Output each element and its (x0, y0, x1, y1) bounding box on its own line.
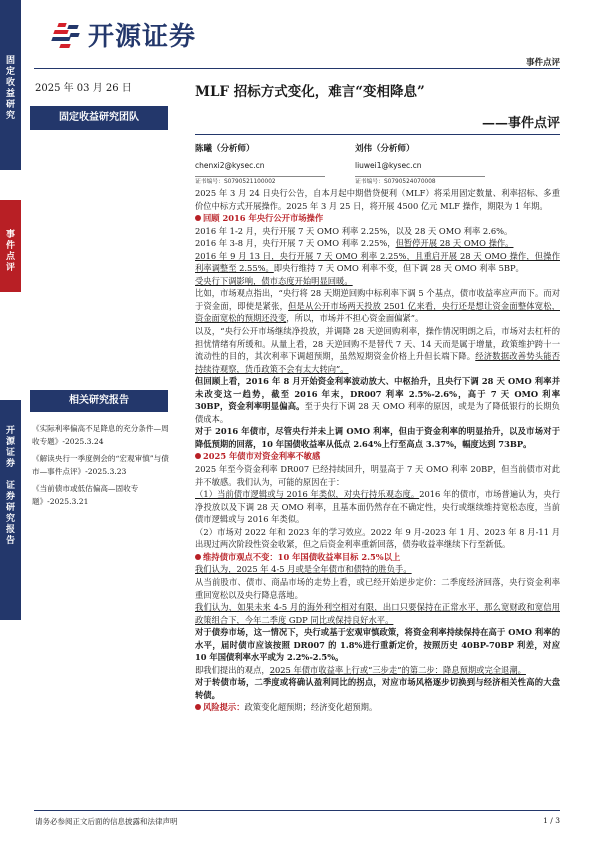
bullet-icon (195, 453, 201, 459)
paragraph: 对于 2016 年债市，尽管央行并未上调 OMO 利率，但由于资金利率的明显抬升，以及市场对于降低预期的回落，10 年国债收益率从低点 2.64%上行至高点 3.37%，幅度达到 73BP。 (195, 426, 560, 449)
vertical-sidebar (0, 0, 21, 842)
sidebar-char: 评 (5, 263, 15, 273)
header-divider (34, 68, 560, 69)
sidebar-char: 证 (5, 481, 15, 491)
sidebar-section-kysec-research (0, 400, 21, 620)
sidebar-char: 告 (5, 536, 15, 546)
sidebar-char: 定 (5, 67, 15, 77)
bullet-icon (195, 554, 201, 560)
sidebar-char: 研 (5, 100, 15, 110)
paragraph: 对于债券市场，这一情况下，央行或基于宏观审慎政策，将资金利率持续保持在高于 OMO 利率的水平，届时债市应该按照 DR007 的 1.8%进行重新定价，按照历史 40BP-70BP 利差，对应 10 年国债利率水平或为 2.2%-2.5%。 (195, 627, 560, 663)
author-name: 陈曦（分析师） (195, 144, 255, 154)
sidebar-char (0, 470, 21, 481)
paragraph: （2）市场对 2022 年和 2023 年的学习效应。2022 年 9 月-2023 年 1 月、2023 年 8 月-11 月出现过两次阶段性资金收紧，但之后资金利率重新回落，债券收益率继续下行至新低。 (195, 526, 560, 550)
paragraph: 即我们提出的观点，2025 年债市收益率上行或“三步走”的第二步：降息预期或完全退潮。 (195, 664, 526, 675)
title-divider (195, 134, 560, 135)
report-type-label: 事件点评 (525, 58, 560, 68)
paragraph: 2016 年 3-8 月，央行开展 7 天 OMO 利率 2.25%，但暂停开展 28 天 OMO 操作。 (195, 238, 514, 249)
sidebar-char: 证 (5, 448, 15, 458)
author-name: 刘伟（分析师） (355, 144, 415, 154)
related-report-item[interactable]: 《解读央行一季度例会的“宏观审慎”与债市—事件点评》-2025.3.23 (32, 454, 169, 476)
bullet-icon (195, 704, 201, 710)
author-email[interactable]: liuwei1@kysec.cn (355, 161, 422, 170)
sidebar-char: 券 (5, 492, 15, 502)
author-card (355, 143, 485, 187)
related-reports-banner: 相关研究报告 (30, 390, 168, 412)
report-date: 2025 年 03 月 26 日 (35, 83, 132, 94)
paragraph: （1）当前债市逻辑或与 2016 年类似，对央行持乐观态度。2016 年的债市，市场普遍认为，央行净投放以及下调 28 天 OMO 利率，且基本面仍然存在不确定性，央行或继续维持宽松态度，当前债市逻辑或与 2016 年类似。 (195, 489, 560, 525)
paragraph: 我们认为，2025 年 4-5 月或是全年债市和债特的胜负手。 (195, 564, 412, 575)
page-number: 1 / 3 (543, 816, 560, 825)
author-cert: 证书编号：S0790524070008 (355, 176, 485, 187)
footer-divider (34, 810, 560, 811)
sidebar-char: 究 (5, 111, 15, 121)
related-report-item[interactable]: 《实际利率偏高不足降息的充分条件—周收专题》-2025.3.24 (32, 424, 169, 446)
paragraph: 2025 年至今资金利率 DR007 已经持续回升，明显高于 7 天 OMO 利率 20BP，但当前债市对此并不敏感。我们认为，可能的原因在于： (195, 464, 560, 487)
paragraph: 对于转债市场，二季度或将确认盈利同比的拐点，对应市场风格逐步切换到与经济相关性高的大盘转债。 (195, 677, 560, 700)
author-card (195, 143, 325, 187)
paragraph: 我们认为，如果未来 4-5 月的海外利空相对有限，出口只要保持在正常水平，那么宽财政和宽信用政策组合下，今年二季度 GDP 同比或保持良好水平。 (195, 602, 560, 625)
report-subtitle: ——事件点评 (481, 116, 560, 131)
research-team-banner: 固定收益研究团队 (30, 106, 168, 130)
sidebar-char: 报 (5, 525, 15, 535)
author-email[interactable]: chenxi2@kysec.cn (195, 161, 265, 170)
paragraph: 但回顾上看，2016 年 8 月开始资金利率波动放大、中枢抬升，且央行下调 28 天 OMO 利率并未改变这一趋势，截至 2016 年末，DR007 利率 2.5%-2.6%，高于 7 天 OMO 利率 30BP，资金利率明显偏高。至于央行下调 28 天 OMO 利率的原因，或是为了降低银行的长期负债成本。 (195, 376, 560, 424)
sidebar-char: 件 (5, 241, 15, 251)
sidebar-char: 研 (5, 503, 15, 513)
kysec-logo (52, 18, 196, 50)
paragraph: 2025 年 3 月 24 日央行公告，自本月起中期借贷便利（MLF）将采用固定数量、利率招标、多重价位中标方式开展操作。2025 年 3 月 25 日，将开展 4500 亿元 MLF 操作，期限为 1 年期。 (195, 188, 560, 211)
sidebar-char: 源 (5, 437, 15, 447)
paragraph: 2016 年 9 月 13 日，央行开展 7 天 OMO 利率 2.25%，且重启开展 28 天 OMO 操作，但操作利率调整至 2.55%。即央行维持 7 天 OMO 利率不变，但下调 28 天 OMO 利率 5BP。 (195, 250, 560, 274)
footer-disclaimer: 请务必参阅正文后面的信息披露和法律声明 (35, 817, 178, 826)
logo-text: 开源证券 (88, 21, 197, 52)
related-reports-list (32, 422, 172, 512)
section-heading: 回顾 2016 年央行公开市场操作 (195, 212, 560, 225)
logo-stripes-icon (52, 19, 82, 49)
section-heading: 2025 年债市对资金利率不敏感 (195, 450, 560, 463)
paragraph: 2016 年 1-2 月，央行开展 7 天 OMO 利率 2.25%，以及 28 天 OMO 利率 2.6%。 (195, 225, 513, 236)
risk-warning: 风险提示：政策变化超预期；经济变化超预期。 (195, 701, 560, 714)
sidebar-char: 事 (5, 230, 15, 240)
sidebar-char: 收 (5, 78, 15, 88)
sidebar-char: 开 (5, 426, 15, 436)
paragraph: 比如，市场观点指出，“央行将 28 天期逆回购中标利率下调 5 个基点，债市收益率应声而下。而对于资金面，即使是紧张，但是从公开市场两天投放 2501 亿来看，央行还是想让资金面整体宽松，资金面宽松的预期还没变，所以，市场并不担心资金面偏紧”。 (195, 288, 560, 324)
report-title: MLF 招标方式变化，难言“变相降息” (195, 84, 425, 100)
related-report-item[interactable]: 《当前债市或低估偏高—固收专题》-2025.3.21 (32, 484, 139, 506)
bullet-icon (195, 215, 201, 221)
paragraph: 受央行下调影响，债市态度开始明显回暖。 (195, 275, 353, 286)
sidebar-char: 究 (5, 514, 15, 524)
sidebar-section-event-review (0, 200, 21, 292)
paragraph: 从当前股市、债市、商品市场的走势上看，或已经开始逆步定价：二季度经济回落，央行资金利率重回宽松以及央行降息落地。 (195, 576, 560, 600)
report-body (195, 187, 560, 714)
sidebar-section-fixed-income (0, 0, 21, 170)
author-cert: 证书编号：S0790521100002 (195, 176, 325, 187)
section-heading: 维持债市观点不变：10 年国债收益率目标 2.5%以上 (195, 551, 560, 564)
sidebar-char: 点 (5, 252, 15, 262)
sidebar-char: 固 (5, 56, 15, 66)
sidebar-char: 券 (5, 459, 15, 469)
paragraph: 以及，“央行公开市场继续净投放，并调降 28 天逆回购利率，操作情况明朗之后，市场对去杠杆的担忧情绪有所缓和。从量上看，28 天逆回购不是替代 7 天、14 天而是属于增量，政策维护跨十一流动性的目的，其次利率下调超预期，虽然短期资金价格上升但长端下降。经济数据改善势头能否持续待观察，货币政策不会有太大转向”。 (195, 326, 560, 374)
sidebar-char: 益 (5, 89, 15, 99)
